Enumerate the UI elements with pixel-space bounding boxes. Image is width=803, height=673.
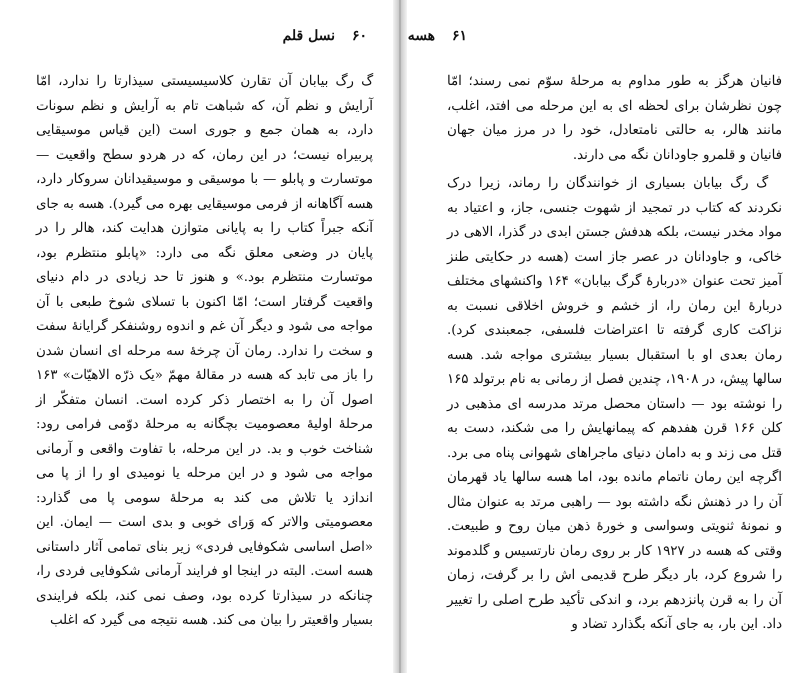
right-page: [407, 0, 803, 673]
right-paragraph-1: فانیان هرگز به طور مداوم به مرحلهٔ سوّم نمی رسند؛ امّا چون نظرشان برای لحظه ای به این مرحله می افتد، اغلب، مانند هالر، به حالتی نامتعادل، خود را در مرز میان جهان فانیان و قلمرو جاودانان نگه می دارند.: [447, 74, 782, 163]
left-page: [0, 0, 393, 673]
left-paragraph-1: گ رگ بیابان آن تقارن کلاسیسیستی سیذارتا را ندارد، امّا آرایش و نظم آن، که شباهت تام به آرایش و نظم سونات دارد، به همان جمع و جوری است (این قیاس موسیقایی پربیراه نیست؛ در این رمان، که در هردو سطح واقعیت — موتسارت و پابلو — با موسیقی و موسیقیدانان سروکار دارد، هسه آگاهانه از فرمی موسیقایی بهره می گیرد). هسه به جای آنکه جبراً کتاب را به پایانی متوازن هدایت کند، هالر را در پایان در وضعی معلق نگه می دارد: «پابلو منتظرم بود، موتسارت منتظرم بود.» و هنوز تا حد زیادی در دام دنیای واقعیت گرفتار است؛ امّا اکنون با تسلای شوخ طبعی با آن مواجه می شود و دیگر آن غم و اندوه روشنفکر گرایانهٔ سفت و سخت را ندارد. رمان آن چرخهٔ سه مرحله ای انسان شدن را باز می تابد که هسه در مقالهٔ مهمّ «یک ذرّه الاهیّات» ۱۶۳ اصول آن را به اختصار ذکر کرده است. انسان متفکّر از مرحلهٔ اولیهٔ معصومیت بچگانه به مرحلهٔ دوّمی فرامی رود: شناخت خوب و بد. در این مرحله، با تفاوت واقعی و آرمانی مواجه می شود و در این مرحله یا نومیدی او را از پا می اندازد یا تلاش می کند به مرحلهٔ سومی پا می گذارد: معصومیتی والاتر که وَرای خوبی و بدی است — ایمان. این «اصل اساسی شکوفایی فردی» زیر بنای تمامی آثار داستانی هسه است. البته در اینجا او فرایند آرمانی شکوفایی فردی را، چنانکه در سیذارتا کرده بود، وصف نمی کند، بلکه فرایندی بسیار واقعیتر را بیان می کند. هسه نتیجه می گیرد که اغلب: [36, 74, 373, 628]
right-paragraph-2: گ رگ بیابان بسیاری از خوانندگان را رماند، زیرا درک نکردند که کتاب در تمجید از شهوت جنسی، جاز، و اعتیاد به مواد مخدر نیست، بلکه هدفش جستن ابدی در گذرا، الاهی در خاکی، و جاودانان در عصر جاز است (هسه در حکایتی طنز آمیز تحت عنوان «دربارهٔ گرگ بیابان» ۱۶۴ واکنشهای مختلف دربارهٔ این رمان را، از خشم و خروش اخلاقی نسبت به نزاکت کاری گرفته تا اعتراضات فلسفی، جمعبندی کرد). رمان بعدی او با استقبال بسیار بیشتری مواجه شد. هسه سالها پیش، در ۱۹۰۸، چندین فصل از رمانی به نام برتولد ۱۶۵ را نوشته بود — داستان محصل مرتد مدرسه ای مذهبی در کلن ۱۶۶ قرن هفدهم که پیمانهایش را می شکند، دست به قتل می زند و به دامان دنیای ماجراهای شهوانی پناه می برد. اگرچه این رمان ناتمام مانده بود، اما هسه سالها یاد قهرمان آن را در ذهنش نگه داشته بود — راهبی مرتد به عنوان مثال و نمونهٔ ثنویتی وسواسی و خورهٔ ذهن میان روح و طبیعت. وقتی که هسه در ۱۹۲۷ کار بر روی رمان نارتسیس و گلدموند را شروع کرد، بار دیگر طرح قدیمی اش را بر گرفت، زمان آن را به قرن پانزدهم برد، و اندکی تأکید طرح اصلی را تغییر داد. این بار، به جای آنکه بگذارد تضاد و: [447, 176, 783, 632]
right-page-header: [408, 28, 467, 50]
right-page-number: ۶۱: [451, 28, 467, 44]
left-page-body: [36, 70, 373, 634]
left-page-number: ۶۰: [351, 28, 367, 44]
right-page-body: [447, 70, 782, 638]
book-gutter: [393, 0, 407, 673]
left-running-title: نسل قلم: [282, 28, 336, 44]
left-page-header: [283, 28, 367, 50]
right-running-title: هسه: [407, 28, 436, 44]
